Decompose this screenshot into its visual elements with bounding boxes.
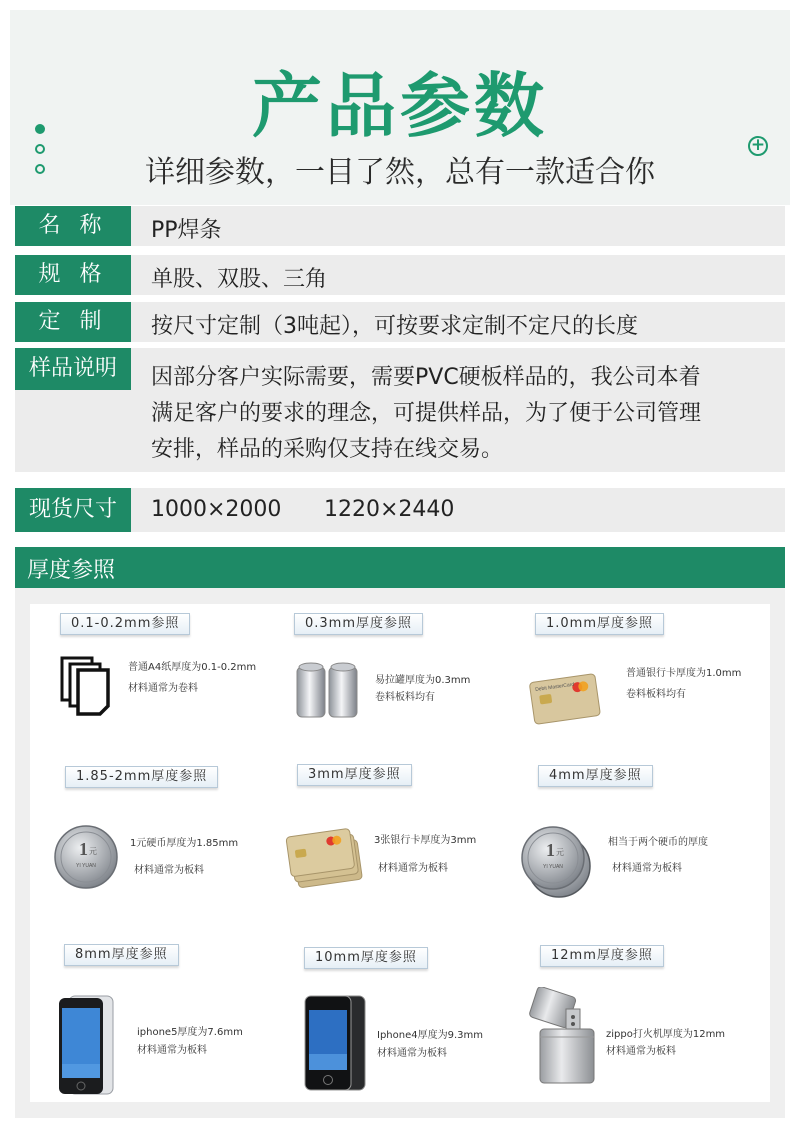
coin-label-text: YI YUAN	[543, 864, 563, 870]
thickness-tag: 1.85-2mm厚度参照	[65, 766, 218, 788]
thickness-tag: 0.3mm厚度参照	[294, 613, 423, 635]
spec-label: 现货尺寸	[15, 488, 131, 532]
thickness-tag: 8mm厚度参照	[64, 944, 179, 966]
spec-label: 规 格	[15, 255, 131, 295]
thickness-desc: 易拉罐厚度为0.3mm	[375, 675, 471, 686]
plus-circle-icon[interactable]: +	[748, 136, 768, 156]
spec-value: 按尺寸定制（3吨起），可按要求定制不定尺的长度	[151, 314, 638, 339]
thickness-desc: 材料通常为板料	[134, 865, 204, 876]
thickness-desc: 材料通常为板料	[377, 1048, 447, 1059]
thickness-desc: 1元硬币厚度为1.85mm	[130, 838, 239, 849]
thickness-desc: 卷料板料均有	[375, 692, 435, 703]
spec-row-stock	[15, 488, 785, 532]
thickness-desc: zippo打火机厚度为12mm	[606, 1029, 726, 1040]
thickness-desc: 材料通常为卷料	[128, 683, 198, 694]
sample-line: 安排，样品的采购仅支持在线交易。	[151, 437, 504, 462]
coin-value-text: 1	[79, 839, 88, 859]
section-title: 厚度参照	[27, 558, 116, 583]
paper-icon	[60, 656, 110, 718]
thickness-desc: 卷料板料均有	[626, 689, 686, 700]
bank-card-icon	[527, 672, 603, 728]
page-title: 产品参数	[252, 65, 548, 147]
thickness-desc: 材料通常为板料	[137, 1045, 207, 1056]
coin-label-text: YI YUAN	[76, 863, 96, 869]
spec-row-custom	[15, 302, 785, 342]
spec-row-spec	[15, 255, 785, 295]
two-coins-icon	[517, 824, 597, 900]
thickness-tag: 4mm厚度参照	[538, 765, 653, 787]
thickness-desc: iphone5厚度为7.6mm	[137, 1027, 243, 1038]
stock-size-2: 1220×2440	[324, 497, 455, 522]
thickness-tag: 3mm厚度参照	[297, 764, 412, 786]
spec-value: PP焊条	[151, 218, 222, 243]
thickness-grid	[30, 604, 770, 1102]
thickness-panel	[15, 588, 785, 1118]
coin-unit-text: 元	[89, 847, 97, 856]
thickness-desc: 材料通常为板料	[612, 863, 682, 874]
header-banner	[10, 10, 790, 205]
thickness-desc: 材料通常为板料	[606, 1046, 676, 1057]
thickness-tag: 1.0mm厚度参照	[535, 613, 664, 635]
lighter-icon	[522, 987, 604, 1087]
thickness-desc: 普通A4纸厚度为0.1-0.2mm	[128, 662, 257, 673]
coin-value-text: 1	[546, 840, 555, 860]
thickness-tag: 0.1-0.2mm参照	[60, 613, 190, 635]
thickness-desc: 3张银行卡厚度为3mm	[374, 835, 477, 846]
sample-line: 因部分客户实际需要，需要PVC硬板样品的，我公司本着	[151, 365, 701, 390]
spec-label: 样品说明	[15, 348, 131, 390]
stock-size-1: 1000×2000	[151, 497, 282, 522]
thickness-desc: Iphone4厚度为9.3mm	[377, 1030, 483, 1041]
thickness-section-header	[15, 547, 785, 588]
card-brand-text: Debit MasterCard	[534, 681, 575, 694]
spec-row-name	[15, 206, 785, 246]
sample-line: 满足客户的要求的理念，可提供样品，为了便于公司管理	[151, 401, 702, 426]
thickness-tag: 12mm厚度参照	[540, 945, 664, 967]
thickness-desc: 相当于两个硬币的厚度	[608, 837, 708, 848]
card-stack-icon	[283, 822, 367, 892]
thickness-desc: 普通银行卡厚度为1.0mm	[626, 668, 742, 679]
spec-value: 单股、双股、三角	[151, 267, 328, 292]
spec-row-sample	[15, 348, 785, 472]
coin-icon	[53, 824, 119, 890]
coin-unit-text: 元	[556, 848, 564, 857]
iphone5-icon	[57, 994, 115, 1096]
iphone4-icon	[303, 994, 367, 1092]
can-icon	[294, 659, 364, 721]
spec-label: 定 制	[15, 302, 131, 342]
thickness-desc: 材料通常为板料	[378, 863, 448, 874]
spec-label: 名 称	[15, 206, 131, 246]
thickness-tag: 10mm厚度参照	[304, 947, 428, 969]
page-subtitle: 详细参数，一目了然，总有一款适合你	[145, 155, 655, 190]
